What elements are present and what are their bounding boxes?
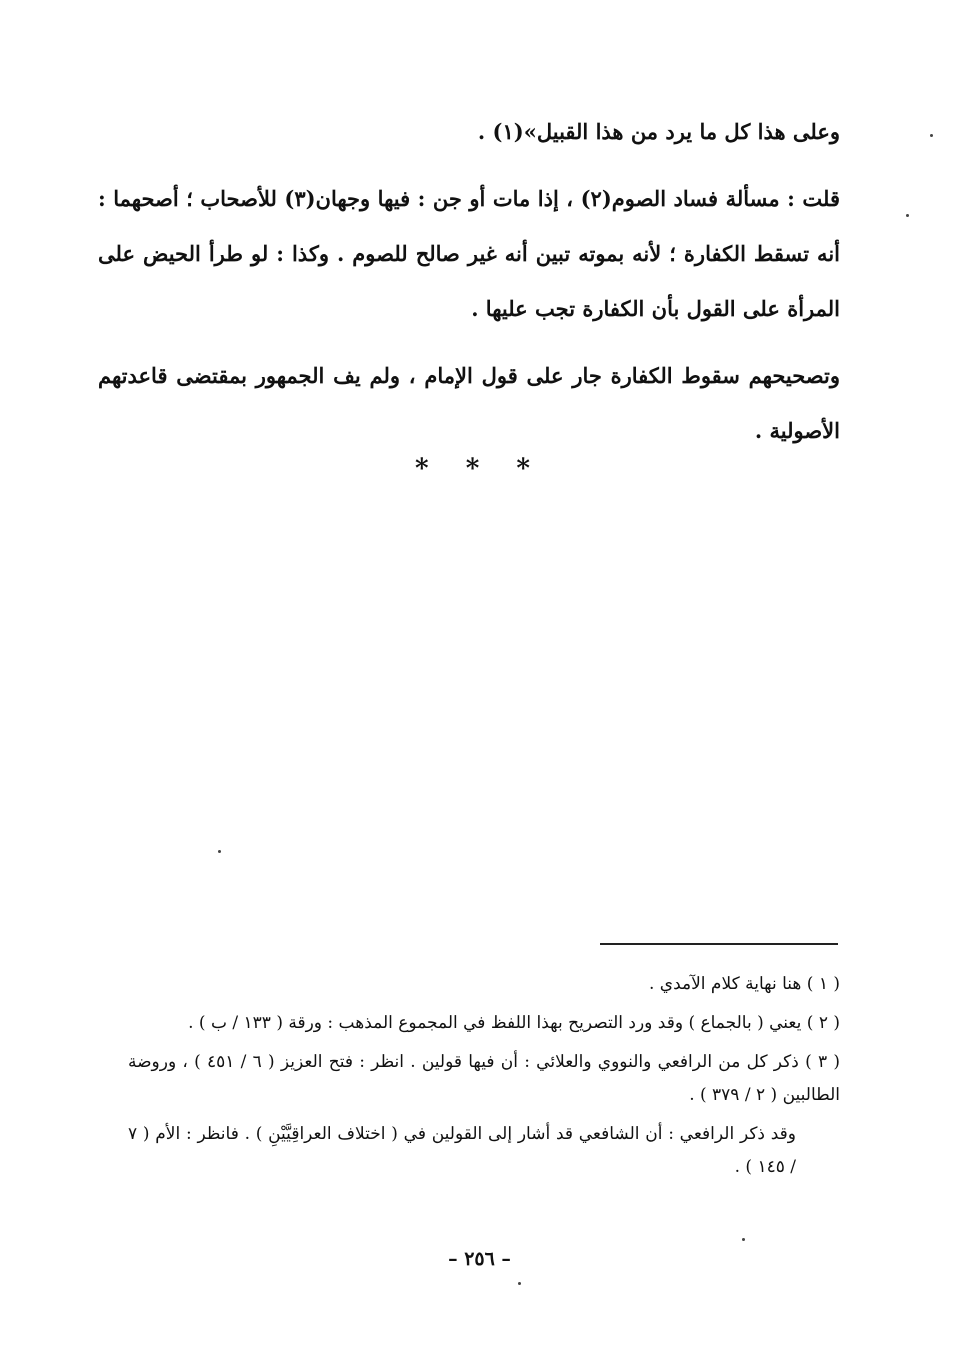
scan-speck (906, 214, 909, 217)
scan-speck (518, 1282, 521, 1285)
footnote-3: ( ٣ ) ذكر كل من الرافعي والنووي والعلائي : أن فيها قولين . انظر : فتح العزيز ( ٦ / ٤٥١ ) ، وروضة الطالبين ( ٢ / ٣٧٩ ) . (128, 1052, 840, 1105)
section-separator: * * * (415, 454, 544, 484)
page-number: – ٢٥٦ – (448, 1248, 511, 1270)
scan-speck (218, 850, 221, 853)
paragraph-2: قلت : مسألة فساد الصوم(٢) ، إذا مات أو جن : فيها وجهان(٣) للأصحاب ؛ أصحهما : أنه تسقط الكفارة ؛ لأنه بموته تبين أنه غير صالح للصوم . وكذا : لو طرأ الحيض على المرأة على القول بأن الكفارة تجب عليها . (98, 186, 840, 321)
scan-speck (930, 134, 933, 137)
footnote-1: ( ١ ) هنا نهاية كلام الآمدي . (648, 974, 840, 994)
footnotes (128, 968, 840, 1190)
main-text (98, 104, 840, 470)
paragraph-3: وتصحيحهم سقوط الكفارة جار على قول الإمام ، ولم يف الجمهور بمقتضى قاعدتهم الأصولية . (98, 363, 840, 443)
scan-speck (742, 1238, 745, 1241)
footnote-divider (600, 943, 838, 945)
paragraph-1: وعلى هذا كل ما يرد من هذا القبيل»(١) . (477, 119, 840, 144)
footnote-2: ( ٢ ) يعني ( بالجماع ) وقد ورد التصريح بهذا اللفظ في المجموع المذهب : ورقة ( ١٣٣ / ب ) . (188, 1013, 840, 1033)
footnote-3-continuation: وقد ذكر الرافعي : أن الشافعي قد أشار إلى القولين في ( اختلاف العراقِيَّيْنِ ) . فانظر : الأم ( ٧ / ١٤٥ ) . (128, 1124, 796, 1177)
